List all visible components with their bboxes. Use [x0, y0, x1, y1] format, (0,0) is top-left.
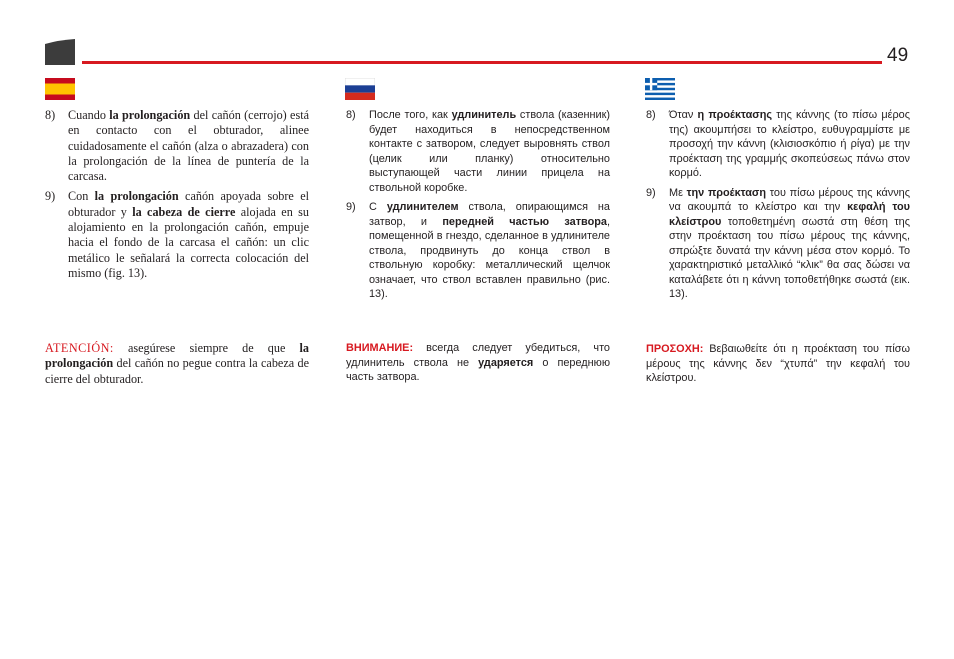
step-number: 9) — [646, 186, 656, 199]
step-number: 9) — [45, 189, 56, 204]
greece-flag-icon — [645, 78, 675, 100]
russia-flag-icon — [345, 78, 375, 100]
step-item — [45, 108, 309, 184]
step-text: С удлинителем ствола, опирающимся на затвор, и передней частью затвора, помещенной в гнездо, сделанное в удлинителе ствола, продвинуть до конца ствол в ствольную коробку: металлический щелчок означает, что ствол вставлен правильно (рис. 13). — [369, 201, 610, 300]
russian-warning: ВНИМАНИЕ: всегда следует убедиться, что удлинитель ствола не ударяется о переднюю часть затвора. — [346, 342, 610, 383]
warning-label: ATENCIÓN: — [45, 341, 114, 355]
step-text: После того, как удлинитель ствола (казенник) будет находиться в непосредственном контакте с затвором, следует выровнять ствол (целик или планку) относительно выступающей части линии прицела на ствольной коробке. — [369, 109, 611, 194]
step-text: Όταν η προέκτασης της κάννης (το πίσω μέρος της) ακουμπήσει το κλείστρο, ευθυγραμμίστε με προσοχή την κάννη (κλισιοσκόπιο ή ρίγα) με την προέκταση της γραμμής σκοπεύσεως πάνω στον κορμό. — [669, 109, 910, 179]
step-number: 8) — [646, 109, 656, 121]
russian-steps — [346, 108, 610, 307]
step-number: 8) — [45, 108, 56, 122]
spanish-warning: ATENCIÓN: asegúrese siempre de que la prolongación del cañón no pegue contra la cabeza de cierre del obturador. — [45, 341, 309, 386]
spain-flag-icon — [45, 78, 75, 100]
page-number: 49 — [887, 45, 909, 66]
warning-label: ВНИМАНИЕ: — [346, 342, 414, 354]
step-text: Με την προέκταση του πίσω μέρους της κάννης να ακουμπά το κλείστρο και την κεφαλή του κλείστρου τοποθετημένη σωστά στη θέση της στην προέκταση του πίσω μέρους της κάννης, σπρώξτε δυνατά την κάννη μέσα στον κορμό. Το χαρακτηριστικό μεταλλικό “κλικ” θα σας δώσει να καταλάβετε ότι η κάννη τοποθετήθηκε σωστά (εικ. 13). — [669, 186, 910, 300]
step-item — [346, 200, 610, 302]
greek-steps — [646, 108, 910, 307]
header-rule — [82, 61, 882, 64]
greek-warning: ΠΡΟΣΟΧΗ: Βεβαιωθείτε ότι η προέκταση του πίσω μέρους της κάννης δεν “χτυπά” την κεφαλή του κλείστρου. — [646, 343, 910, 384]
step-text: Cuando la prolongación del cañón (cerrojo) está en contacto con el obturador, alinee cuidadosamente el cañón (alza o abrazadera) con la prolongación de la línea de puntería de la carcasa. — [68, 108, 309, 184]
step-item — [646, 186, 910, 302]
step-item — [346, 108, 610, 195]
step-number: 9) — [346, 201, 356, 213]
spanish-steps — [45, 108, 309, 286]
warning-label: ΠΡΟΣΟΧΗ: — [646, 343, 704, 355]
step-number: 8) — [346, 109, 356, 121]
step-item — [646, 108, 910, 181]
step-item — [45, 189, 309, 281]
step-text: Con la prolongación cañón apoyada sobre el obturador y la cabeza de cierre alojada en su alojamiento en la prolongación cañón, empuje hacia el fondo de la carcasa el cañón: un clic metálico le señalará la correcta colocación del mismo (fig. 13). — [68, 189, 309, 280]
manual-logo-block — [45, 39, 75, 65]
